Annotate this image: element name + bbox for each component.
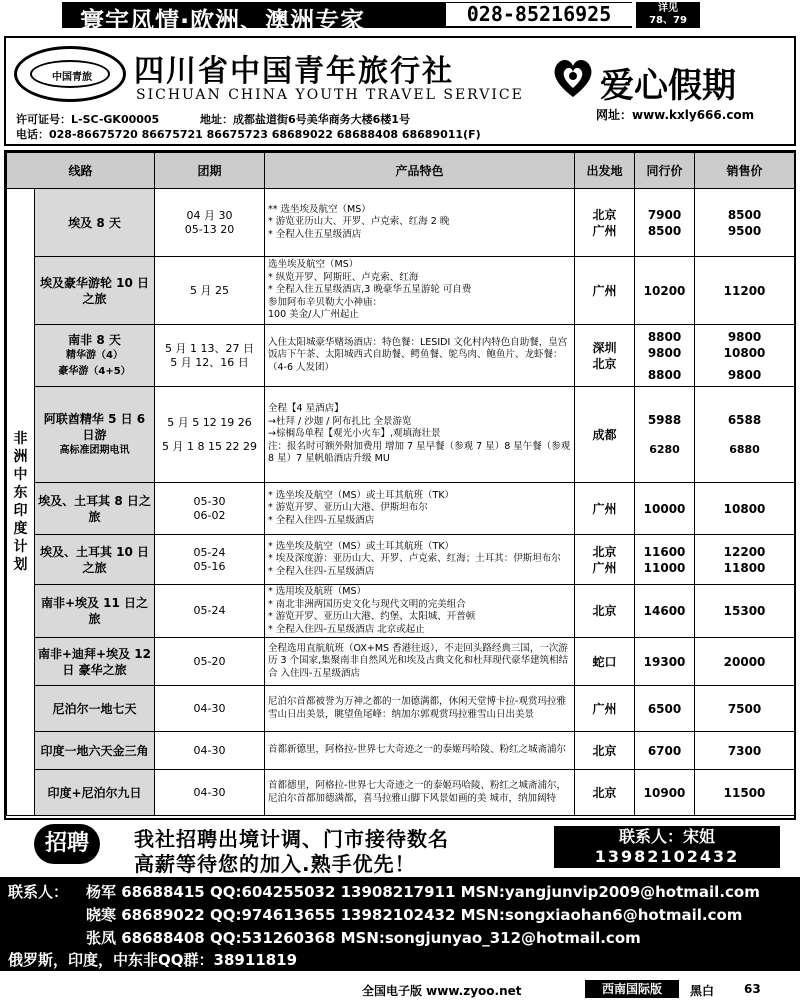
- route-name: 埃及、土耳其 10 日之旅: [35, 535, 155, 585]
- feature-line: 全程【4 星酒店】: [268, 403, 344, 415]
- feature-line: 选坐埃及航空（MS）: [268, 259, 359, 271]
- col-dates: 团期: [155, 153, 265, 189]
- feature-line: * 游览亚历山大、开罗、卢克索、红海 2 晚: [268, 216, 450, 228]
- tour-dates: 04-30: [155, 732, 265, 770]
- feature-line: 100 美金/人广州起止: [268, 309, 359, 321]
- sale-price: 11200: [695, 257, 795, 325]
- feature-line: * 游览开罗、亚历山大港、约堡、太阳城、开普顿: [268, 611, 476, 622]
- route-name: 南非+迪拜+埃及 12 日 豪华之旅: [35, 638, 155, 686]
- spiral-heart-icon: [548, 52, 598, 102]
- banner-see-pages: [636, 2, 700, 28]
- feature-line: * 选坐埃及航空（MS）或土耳其航班（TK）: [268, 540, 455, 552]
- departure: 北京: [575, 770, 635, 816]
- price-value: 6588: [727, 412, 762, 427]
- recruit-contact-name: 联系人：宋姐: [618, 827, 715, 846]
- sale-price: 20000: [695, 638, 795, 686]
- date-line: 05-24: [193, 545, 226, 559]
- contact-line: 晓寒 68689022 QQ:974613655 13982102432 MSN:songxiaohan6@hotmail.com: [86, 906, 743, 924]
- sale-price: 15300: [695, 585, 795, 638]
- price-value: 5988: [647, 412, 682, 427]
- table-row: [7, 770, 795, 816]
- table-row: [7, 325, 795, 387]
- tour-dates: 5 月 25: [155, 257, 265, 325]
- route-name: 埃及、土耳其 8 日之旅: [35, 483, 155, 535]
- table-row: [7, 189, 795, 257]
- features: [265, 189, 575, 257]
- page-number: 63: [744, 982, 761, 996]
- banner-title: 寰宇风情·欧洲、澳洲专家: [80, 7, 366, 35]
- peer-price: 10900: [635, 770, 695, 816]
- address: 地址：成都盐道街6号美华商务大楼6楼1号: [200, 113, 410, 126]
- peer-price: 19300: [635, 638, 695, 686]
- table-header-row: [7, 153, 795, 189]
- peer-price: [635, 387, 695, 483]
- tour-table: [4, 150, 796, 820]
- route-name: 尼泊尔一地七天: [35, 686, 155, 732]
- features: [265, 387, 575, 483]
- route-name: 南非+埃及 11 日之旅: [35, 585, 155, 638]
- features: 尼泊尔首都被誉为万神之都的一加德满都，休闲天堂博卡拉-观赏玛拉雅雪山日出美景，眺望鱼尾峰：纳加尔郭观赏玛拉雅雪山日出美景: [265, 686, 575, 732]
- sale-price: [695, 387, 795, 483]
- price-value: 9800: [727, 329, 762, 344]
- sale-price: 7500: [695, 686, 795, 732]
- col-departure: 出发地: [575, 153, 635, 189]
- feature-line: →棕榈岛单程【观光小火车】,观填海壮景: [268, 428, 441, 440]
- feature-line: * 全程入住五星级酒店: [268, 228, 362, 240]
- departure: 广州: [575, 257, 635, 325]
- features: 全程选用直航航班（OX+MS 香港往返），不走回头路经典三国，一次游历 3 个国家,集聚南非自然风光和埃及古典文化和杜拜现代豪华建筑相结合 入住四-五星级酒店: [265, 638, 575, 686]
- features: 首都新德里，阿格拉-世界七大奇迹之一的泰姬玛哈陵、粉红之城斋浦尔: [265, 732, 575, 770]
- date-line: 5 月 12、16 日: [170, 355, 249, 369]
- sale-price: [695, 189, 795, 257]
- price-value: 11000: [643, 560, 686, 575]
- route-title: 阿联酋精华 5 日 6 日游: [43, 411, 146, 442]
- peer-price: 10200: [635, 257, 695, 325]
- org-name-cn: 四川省中国青年旅行社: [134, 54, 454, 89]
- departure-city: 深圳: [592, 340, 617, 355]
- sale-price: 11500: [695, 770, 795, 816]
- banner-phone: 028-85216925: [446, 3, 632, 26]
- departure: [575, 189, 635, 257]
- table-row: [7, 387, 795, 483]
- departure: 广州: [575, 686, 635, 732]
- logo-text: 中国青旅: [52, 72, 92, 83]
- brand-name: 爱心假期: [600, 66, 736, 106]
- departure-city: 北京: [592, 544, 617, 559]
- route-name: 印度一地六天金三角: [35, 732, 155, 770]
- col-features: 产品特色: [265, 153, 575, 189]
- tour-dates: 05-24: [155, 585, 265, 638]
- price-value: 9500: [727, 223, 762, 238]
- features: [265, 257, 575, 325]
- license-number: 许可证号：L-SC-GK00005: [16, 113, 160, 126]
- date-line: 5 月 1 8 15 22 29: [162, 439, 257, 453]
- feature-line: * 游览开罗、亚历山大港、伊斯坦布尔: [268, 502, 428, 514]
- departure: 广州: [575, 483, 635, 535]
- departure-city: 北京: [592, 207, 617, 222]
- peer-price: 10000: [635, 483, 695, 535]
- route-name: [35, 325, 155, 387]
- features: [265, 585, 575, 638]
- route-name: 埃及豪华游轮 10 日之旅: [35, 257, 155, 325]
- price-value: 11600: [643, 544, 686, 559]
- col-route: 线路: [7, 153, 155, 189]
- price-value: 12200: [723, 544, 766, 559]
- table-row: [7, 686, 795, 732]
- departure: 北京: [575, 732, 635, 770]
- contact-line: 张凤 68688408 QQ:531260368 MSN:songjunyao_312@hotmail.com: [86, 929, 641, 947]
- tour-dates: [155, 483, 265, 535]
- price-value: 6880: [729, 442, 760, 456]
- sale-price: 7300: [695, 732, 795, 770]
- tour-dates: [155, 535, 265, 585]
- features: 首都德里，阿格拉-世界七大奇迹之一的泰姬玛哈陵、粉红之城斋浦尔，尼泊尔首都加德满都，喜马拉雅山脚下风景如画的美 城市，纳加阔特: [265, 770, 575, 816]
- feature-line: * 埃及深度游：亚历山大、开罗、卢克索、红海；土耳其：伊斯坦布尔: [268, 553, 561, 565]
- qq-group: 俄罗斯，印度，中东非QQ群：38911819: [8, 951, 298, 969]
- feature-line: * 全程入住四-五星级酒店: [268, 514, 375, 526]
- departure-city: 广州: [592, 223, 617, 238]
- feature-line: ** 选坐埃及航空（MS）: [268, 203, 371, 215]
- price-value: 8500: [727, 207, 762, 222]
- table-row: [7, 257, 795, 325]
- tour-dates: [155, 387, 265, 483]
- sale-price: 10800: [695, 483, 795, 535]
- recruit-badge: 招聘: [34, 824, 100, 864]
- footer-site: 全国电子版 www.zyoo.net: [362, 984, 522, 998]
- feature-line: * 纵览开罗、阿斯旺、卢克索、红海: [268, 271, 419, 283]
- date-line: 5 月 1 13、27 日: [165, 341, 254, 355]
- route-name: [35, 387, 155, 483]
- table-row: [7, 732, 795, 770]
- date-line: 05-13 20: [184, 222, 235, 236]
- date-line: 06-02: [193, 508, 226, 522]
- table-row: [7, 483, 795, 535]
- departure-city: 北京: [592, 356, 617, 371]
- table-row: [7, 535, 795, 585]
- departure: [575, 325, 635, 387]
- feature-line: * 全程入住四-五星级酒店: [268, 565, 375, 577]
- sale-price: [695, 535, 795, 585]
- feature-line: * 全程入住四-五星级酒店 北京或起止: [268, 623, 425, 635]
- tour-dates: [155, 189, 265, 257]
- table-row: [7, 638, 795, 686]
- price-value: 6280: [649, 442, 680, 456]
- peer-price: 14600: [635, 585, 695, 638]
- departure: 北京: [575, 585, 635, 638]
- see-label: 详见: [658, 3, 678, 14]
- region-label: 非洲中东印度计划: [7, 189, 35, 816]
- tour-dates: [155, 325, 265, 387]
- contacts-panel: [0, 877, 800, 971]
- recruit-contact-phone: 13982102432: [594, 847, 740, 866]
- departure: 蛇口: [575, 638, 635, 686]
- feature-line: * 选坐埃及航空（MS）或土耳其航班（TK）: [268, 489, 455, 501]
- route-sub: 精华游（4）: [66, 349, 123, 361]
- route-sub: 豪华游（4+5）: [58, 365, 131, 377]
- feature-note: 注：报名时可额外附加费用 增加 7 星早餐（参观 7 星）8 星午餐（参观 8 星）7 星帆船酒店升级 MU: [268, 440, 571, 465]
- footer-edition: 西南国际版: [585, 980, 679, 998]
- features: [265, 535, 575, 585]
- peer-price: [635, 189, 695, 257]
- feature-line: * 选用埃及航班（MS）: [268, 586, 367, 597]
- date-line: 04 月 30: [186, 208, 233, 222]
- peer-price: [635, 535, 695, 585]
- col-sale-price: 销售价: [695, 153, 795, 189]
- features: [265, 483, 575, 535]
- feature-line: 参加阿布辛贝勒大小神庙：: [268, 296, 383, 308]
- recruit-contact: [554, 826, 780, 868]
- route-name: 印度+尼泊尔九日: [35, 770, 155, 816]
- route-sub: 高标准团期电讯: [59, 444, 130, 456]
- date-line: 05-30: [193, 494, 226, 508]
- price-value: 8800: [647, 367, 682, 382]
- route-title: 南非 8 天: [68, 332, 121, 347]
- price-value: 8800: [647, 329, 682, 344]
- feature-line: * 全程入住五星级酒店,3 晚豪华五星游轮 可自费: [268, 284, 472, 296]
- price-value: 9800: [647, 345, 682, 360]
- departure: 成都: [575, 387, 635, 483]
- org-name-en: SICHUAN CHINA YOUTH TRAVEL SERVICE: [136, 87, 524, 103]
- date-line: 5 月 5 12 19 26: [167, 415, 252, 429]
- price-value: 9800: [727, 367, 762, 382]
- table-row: [7, 585, 795, 638]
- footer-color-mode: 黑白: [690, 984, 715, 998]
- tour-dates: 05-20: [155, 638, 265, 686]
- sale-price: [695, 325, 795, 387]
- phone-numbers: 电话：028-86675720 86675721 86675723 68689022 68688408 68689011(F): [16, 128, 481, 141]
- price-value: 8500: [647, 223, 682, 238]
- feature-line: * 南北非洲两国历史文化与现代文明的完美组合: [268, 598, 466, 610]
- features: 入住太阳城豪华赌场酒店：特色餐：LESIDI 文化村内特色自助餐，皇宫饭店下午茶、太阳城西式自助餐、鳄鱼餐、鸵鸟肉、鲍鱼片、龙虾餐：（4-6 人发团）: [265, 325, 575, 387]
- departure: [575, 535, 635, 585]
- peer-price: 6500: [635, 686, 695, 732]
- contact-line: 杨军 68688415 QQ:604255032 13908217911 MSN:yangjunvip2009@hotmail.com: [86, 883, 760, 901]
- price-value: 10800: [723, 345, 766, 360]
- website-link[interactable]: 网址：www.kxly666.com: [596, 108, 755, 122]
- tour-dates: 04-30: [155, 686, 265, 732]
- departure-city: 广州: [592, 560, 617, 575]
- recruit-line-2: 高薪等待您的加入.熟手优先！: [134, 852, 416, 876]
- contacts-label: 联系人：: [8, 883, 69, 901]
- feature-line: →杜拜 / 沙迦 / 阿布扎比 全景游览: [268, 415, 412, 427]
- peer-price: 6700: [635, 732, 695, 770]
- route-name: 埃及 8 天: [35, 189, 155, 257]
- tour-dates: 04-30: [155, 770, 265, 816]
- see-pages: 78、79: [649, 15, 687, 26]
- recruit-line-1: 我社招聘出境计调、门市接待数名: [134, 827, 449, 851]
- price-value: 7900: [647, 207, 682, 222]
- peer-price: [635, 325, 695, 387]
- price-value: 11800: [723, 560, 766, 575]
- date-line: 05-16: [193, 559, 226, 573]
- col-peer-price: 同行价: [635, 153, 695, 189]
